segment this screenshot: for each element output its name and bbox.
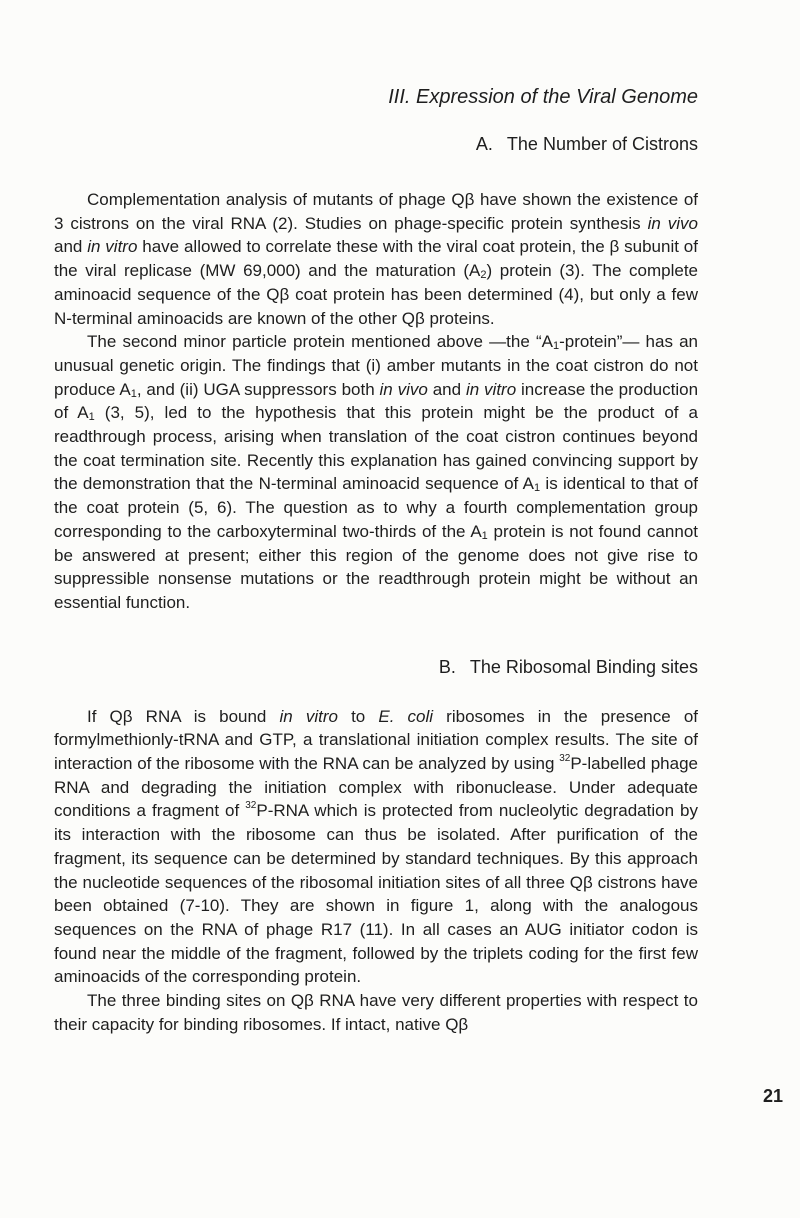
subscript: 1 [533,482,541,495]
text-run: increase the production of A [54,379,699,423]
text-run: ) protein (3). The complete aminoacid sequence of the Qβ coat protein has been determined (4), but only a few N-terminal aminoacids are known of the other Qβ proteins. [54,261,698,328]
page-body [54,84,698,1037]
subscript: 1 [130,387,137,400]
subscript: 1 [88,411,95,424]
text-run: to [337,706,379,726]
section-a-paragraph-1 [54,188,698,330]
text-run: and [427,379,466,399]
text-run: (3, 5), led to the hypothesis that this protein might be the product of a readthrough process, arising when translation of the coat cistron continues beyond the coat termination site. Recently this explanation has gained convincing support by the demonstration that the N-terminal aminoacid sequence of A [54,403,698,494]
section-a-title: The Number of Cistrons [506,134,698,154]
superscript: 32 [559,753,571,765]
section-b-paragraph-2 [54,989,698,1036]
subscript: 1 [552,340,560,353]
text-run: -protein”— has an unusual genetic origin. The findings that (i) amber mutants in the coat cistron do not produce A [54,332,698,399]
text-run: protein is not found cannot be answered at present; either this region of the genome does not give rise to suppressible nonsense mutations or the readthrough protein might be without an essential function. [54,521,699,612]
subscript: 2 [480,269,487,282]
italic-run: in vivo [647,213,698,233]
text-run: have allowed to correlate these with the viral coat protein, the β subunit of the viral replicase (MW 69,000) and the maturation (A [54,237,698,281]
text-run: , and (ii) UGA suppressors both [136,379,380,399]
text-run: Complementation analysis of mutants of phage Qβ have shown the existence of 3 cistrons on the viral RNA (2). Studies on phage-specific protein synthesis [54,190,698,233]
subscript: 1 [481,529,488,542]
page-number: 21 [763,1086,784,1106]
italic-run: in vitro [279,706,338,726]
text-run: P-labelled phage RNA and degrading the initiation complex with ribonuclease. Under adequate conditions a fragment of [54,754,698,821]
text-run: and [54,237,88,257]
text-run: P-RNA which is protected from nucleolytic degradation by its interaction with the ribosome can thus be isolated. After purification of the fragment, its sequence can be determined by standard techniques. By this approach the nucleotide sequences of the ribosomal initiation sites of all three Qβ cistrons have been obtained (7-10). They are shown in figure 1, along with the analogous sequences on the RNA of phage R17 (11). In all cases an AUG initiator codon is found near the middle of the fragment, followed by the triplets coding for the first few aminoacids of the corresponding protein. [54,801,698,987]
superscript: 32 [245,800,257,812]
text-run: is identical to that of the coat protein (5, 6). The question as to why a fourth complementation group corresponding to the carboxyterminal two-thirds of the A [54,474,698,541]
section-a-letter: A. [475,134,493,154]
section-b-heading [54,655,698,679]
text-run: ribosomes in the presence of formylmethionly-tRNA and GTP, a translational initiation complex results. The site of interaction of the ribosome with the RNA can be analyzed by using [54,706,699,774]
italic-run: in vitro [87,237,138,257]
section-b-title: The Ribosomal Binding sites [469,656,698,677]
text-run: If Qβ RNA is bound [87,706,280,726]
section-a-paragraph-2 [54,330,698,614]
italic-run: E. coli [378,706,434,726]
italic-run: in vivo [379,379,428,399]
section-b-letter: B. [438,656,456,677]
text-run: The three binding sites on Qβ RNA have very different properties with respect to their capacity for binding ribosomes. If intact, native Qβ [54,991,698,1034]
section-b-paragraph-1 [54,705,698,989]
italic-run: in vitro [465,379,517,399]
running-head: III. Expression of the Viral Genome [388,86,698,108]
text-run: The second minor particle protein mentioned above —the “A [87,332,553,352]
section-a-heading [54,132,698,156]
